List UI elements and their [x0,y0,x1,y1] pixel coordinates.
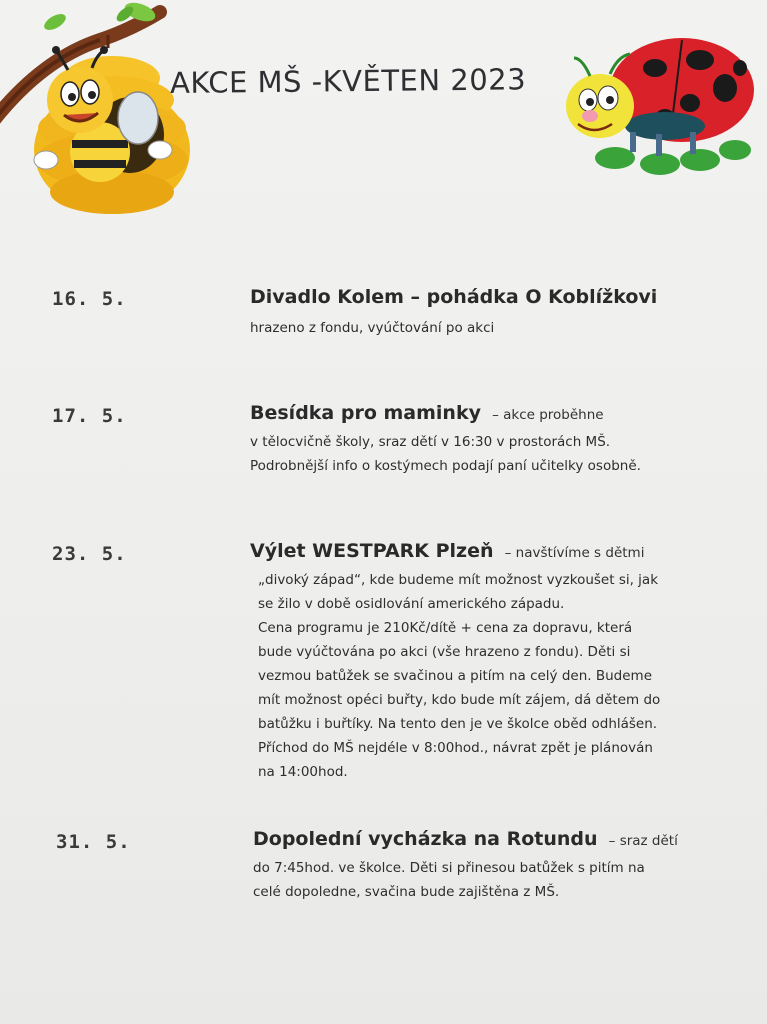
event-description-line: mít možnost opéci buřty, kdo bude mít zájem, dá dětem do [258,692,661,708]
event-heading: Divadlo Kolem – pohádka O Koblížkovi [250,286,658,308]
event-heading-line [250,402,604,424]
event-description-line: Podrobnější info o kostýmech podají paní učitelky osobně. [250,458,641,474]
event-description-line: Cena programu je 210Kč/dítě + cena za dopravu, která [258,620,633,636]
event-description-line: v tělocvičně školy, sraz dětí v 16:30 v prostorách MŠ. [250,434,611,450]
event-description-line: vezmou batůžek se svačinou a pitím na celý den. Budeme [258,668,653,684]
event-description-line: hrazeno z fondu, vyúčtování po akci [250,320,495,336]
event-description-line: „divoký západ“, kde budeme mít možnost vyzkoušet si, jak [258,572,659,588]
event-date: 17. 5. [52,405,127,427]
event-date: 31. 5. [56,831,131,853]
event-description-line: batůžku i buřtíky. Na tento den je ve školce oběd odhlášen. [258,716,658,732]
event-description [253,856,645,904]
event-description-line: celé dopoledne, svačina bude zajištěna z MŠ. [253,884,560,900]
bee-beehive-illustration [0,0,200,220]
event-heading-line [250,286,663,308]
event-description [250,430,641,478]
event-date: 16. 5. [52,288,127,310]
event-description [258,568,660,784]
event-heading: Výlet WESTPARK Plzeň [250,540,494,562]
event-heading-note: – akce proběhne [492,407,604,423]
event-date: 23. 5. [52,543,127,565]
event-heading: Besídka pro maminky [250,402,481,424]
event-heading-line [253,828,678,850]
event-description-line: do 7:45hod. ve školce. Děti si přinesou batůžek s pitím na [253,860,645,876]
event-heading-note: – sraz dětí [608,833,678,849]
page-title: AKCE MŠ -KVĚTEN 2023 [169,62,527,100]
event-description-line: bude vyúčtována po akci (vše hrazeno z fondu). Děti si [258,644,631,660]
ladybug-illustration [560,28,760,193]
event-heading-line [250,540,644,562]
event-heading: Dopolední vycházka na Rotundu [253,828,598,850]
event-description-line: Příchod do MŠ nejdéle v 8:00hod., návrat zpět je plánován [258,740,653,756]
event-description [250,316,494,340]
event-heading-note: – navštívíme s dětmi [504,545,645,561]
event-description-line: na 14:00hod. [258,764,348,780]
event-description-line: se žilo v době osidlování amerického západu. [258,596,565,612]
